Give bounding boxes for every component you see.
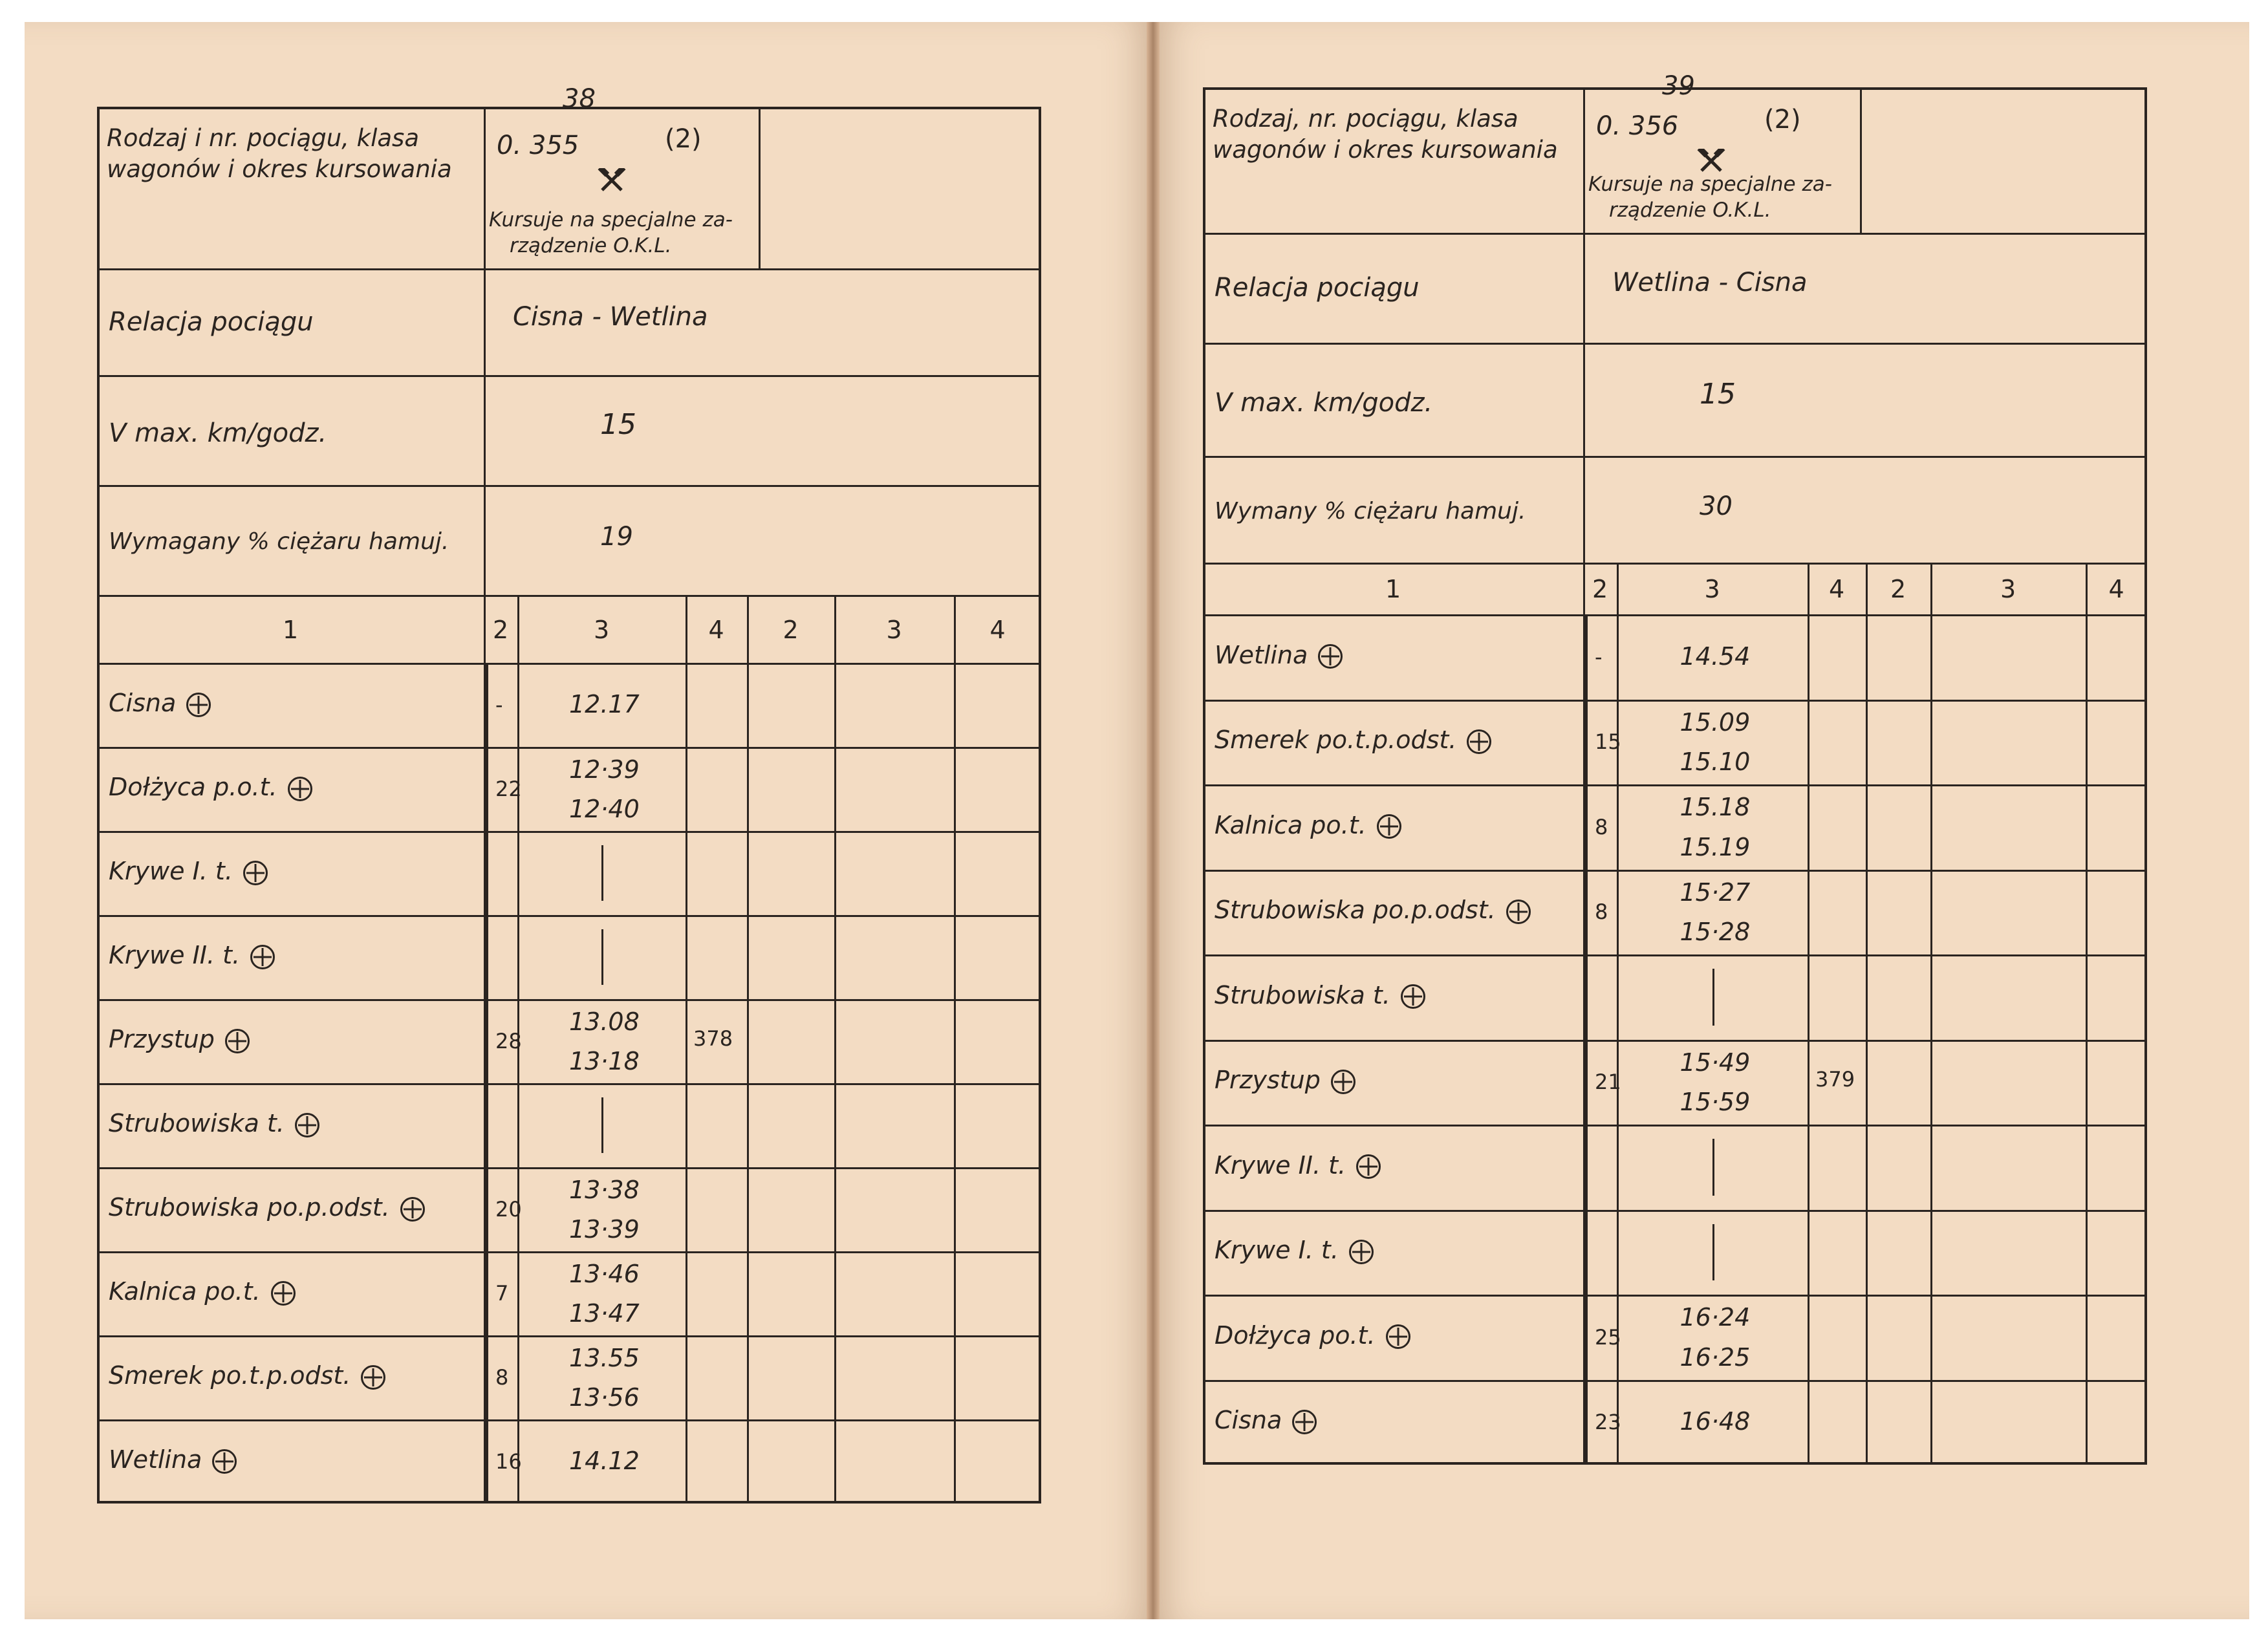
- distance-km: 20: [495, 1197, 522, 1222]
- row-line: [1203, 1295, 2147, 1297]
- arrival-time: 13.55: [569, 1344, 640, 1372]
- station-name: [1215, 1408, 1317, 1434]
- relation-label: Relacja pociągu: [1215, 273, 1420, 303]
- train-cell-divider: [759, 107, 761, 268]
- departure-time: 13·39: [569, 1215, 640, 1244]
- row-line: [97, 1251, 1041, 1253]
- crossed-hammers-icon: [1696, 149, 1726, 172]
- circled-cross-icon: [250, 945, 275, 969]
- row-line: [97, 1083, 1041, 1085]
- crossing-train-number: 378: [693, 1026, 733, 1051]
- distance-km: -: [495, 693, 503, 717]
- column-header: 3: [2000, 575, 2016, 603]
- row-line: [97, 375, 1041, 377]
- station-name: [109, 859, 268, 885]
- header-divider: [484, 107, 486, 595]
- time: 12.17: [569, 690, 640, 718]
- row-line: [1203, 700, 2147, 702]
- row-line: [97, 485, 1041, 487]
- row-line: [97, 831, 1041, 833]
- departure-time: 12·40: [569, 795, 640, 823]
- row-line: [97, 268, 1041, 270]
- circled-cross-icon: [295, 1113, 319, 1137]
- train-note-2: rządzenie O.K.L.: [510, 234, 672, 257]
- arrival-time: 15·49: [1679, 1048, 1751, 1077]
- station-label: Przystup: [1215, 1066, 1321, 1095]
- circled-cross-icon: [400, 1197, 425, 1222]
- pass-through-mark: [1712, 1224, 1714, 1281]
- departure-time: 15·59: [1679, 1088, 1751, 1117]
- station-name: [109, 943, 275, 969]
- station-name: [1215, 727, 1491, 754]
- column-line: [484, 595, 486, 663]
- departure-time: 15.10: [1679, 748, 1751, 777]
- row-line: [97, 999, 1041, 1001]
- distance-km: 7: [495, 1281, 509, 1306]
- station-name: [1215, 1320, 1410, 1350]
- column-header: 1: [283, 615, 299, 644]
- row-line: [1203, 614, 2147, 616]
- departure-time: 13·56: [569, 1383, 640, 1412]
- page-number: 39: [1662, 71, 1695, 101]
- row-line: [1203, 563, 2147, 565]
- relation-label: Relacja pociągu: [109, 307, 314, 337]
- arrival-time: 13·38: [569, 1176, 640, 1204]
- row-line: [1203, 870, 2147, 872]
- station-label: Dołżyca po.t.: [1215, 1320, 1376, 1350]
- row-line: [97, 1419, 1041, 1421]
- train-note-1: Kursuje na specjalne za-: [489, 208, 733, 232]
- train-class: (2): [1764, 105, 1801, 135]
- station-name: [1215, 1238, 1374, 1264]
- station-label: Krywe I. t.: [1215, 1236, 1339, 1265]
- pass-through-mark: [1712, 969, 1714, 1026]
- station-label: Strubowiska po.p.odst.: [109, 1193, 390, 1222]
- time: 14.12: [569, 1447, 640, 1475]
- row-line: [1203, 1040, 2147, 1042]
- departure-time: 13·47: [569, 1299, 640, 1328]
- column-header: 3: [886, 615, 902, 644]
- station-name: [109, 1447, 237, 1474]
- circled-cross-icon: [1386, 1324, 1410, 1349]
- book-gutter: [1147, 22, 1160, 1619]
- column-line: [2086, 563, 2088, 1465]
- departure-time: 15.19: [1679, 832, 1751, 861]
- train-type-label-1: Rodzaj i nr. pociągu, klasa: [107, 124, 420, 152]
- departure-time: 13·18: [569, 1047, 640, 1075]
- station-name: [109, 775, 312, 801]
- column-line: [747, 595, 749, 1503]
- circled-cross-icon: [1349, 1240, 1374, 1264]
- header-divider: [1583, 87, 1585, 563]
- station-label: Dołżyca p.o.t.: [109, 773, 277, 801]
- distance-km: 22: [495, 777, 522, 801]
- circled-cross-icon: [186, 693, 211, 717]
- column-line: [1930, 563, 1932, 1465]
- train-note-2: rządzenie O.K.L.: [1609, 199, 1771, 222]
- column-header: 1: [1385, 575, 1401, 603]
- row-line: [97, 747, 1041, 749]
- pass-through-mark: [1712, 1139, 1714, 1196]
- distance-km: 25: [1595, 1324, 1621, 1350]
- time: 14.54: [1679, 641, 1751, 671]
- column-line: [1866, 563, 1868, 1465]
- arrival-time: 15.09: [1679, 707, 1751, 737]
- distance-km: -: [1595, 644, 1603, 669]
- station-label: Przystup: [109, 1025, 215, 1053]
- brake-label: Wymagany % ciężaru hamuj.: [109, 528, 449, 555]
- station-name: [1215, 980, 1425, 1009]
- pass-through-mark: [601, 845, 603, 901]
- relation-value: Cisna - Wetlina: [513, 301, 708, 332]
- circled-cross-icon: [288, 777, 312, 801]
- station-name: [1215, 810, 1401, 839]
- circled-cross-icon: [1318, 644, 1343, 669]
- station-name: [109, 1195, 425, 1222]
- arrival-time: 13·46: [569, 1260, 640, 1288]
- train-note-1: Kursuje na specjalne za-: [1588, 173, 1832, 196]
- column-line: [1583, 563, 1585, 614]
- column-header: 4: [989, 615, 1006, 644]
- row-line: [97, 1335, 1041, 1337]
- row-line: [1203, 784, 2147, 786]
- station-label: Wetlina: [109, 1445, 202, 1474]
- distance-km: 8: [1595, 814, 1608, 839]
- train-type-label-1: Rodzaj, nr. pociągu, klasa: [1213, 105, 1518, 133]
- row-line: [97, 663, 1041, 665]
- distance-km: 8: [495, 1365, 509, 1390]
- column-header: 4: [708, 615, 724, 644]
- station-label: Kalnica po.t.: [1215, 810, 1366, 839]
- departure-time: 16·25: [1679, 1342, 1751, 1372]
- pass-through-mark: [601, 929, 603, 985]
- train-type-label-2: wagonów i okres kursowania: [107, 155, 452, 183]
- station-label: Krywe I. t.: [109, 857, 233, 885]
- circled-cross-icon: [243, 861, 268, 885]
- station-label: Kalnica po.t.: [109, 1277, 261, 1306]
- station-name: [109, 1027, 250, 1053]
- train-class: (2): [665, 124, 702, 154]
- circled-cross-icon: [361, 1365, 385, 1390]
- column-line: [1808, 563, 1809, 1465]
- station-label: Strubowiska t.: [109, 1109, 285, 1137]
- circled-cross-icon: [1356, 1154, 1381, 1179]
- station-label: Strubowiska po.p.odst.: [1215, 896, 1496, 925]
- train-number: 0. 355: [497, 131, 579, 160]
- brake-value: 30: [1700, 491, 1733, 521]
- row-line: [1203, 343, 2147, 345]
- distance-km: 28: [495, 1029, 522, 1053]
- station-label: Krywe II. t.: [109, 941, 241, 969]
- distance-km: 23: [1595, 1410, 1621, 1435]
- arrival-time: 16·24: [1679, 1303, 1751, 1331]
- circled-cross-icon: [271, 1281, 296, 1306]
- circled-cross-icon: [1377, 814, 1401, 839]
- station-label: Cisna: [109, 689, 177, 717]
- station-label: Strubowiska t.: [1215, 980, 1390, 1009]
- station-name: [109, 1279, 296, 1306]
- station-label: Smerek po.t.p.odst.: [109, 1361, 351, 1390]
- vmax-value: 15: [1700, 377, 1736, 411]
- pass-through-mark: [601, 1097, 603, 1153]
- circled-cross-icon: [225, 1029, 250, 1053]
- station-label: Krywe II. t.: [1215, 1150, 1346, 1180]
- column-header: 4: [2108, 575, 2124, 603]
- column-line: [686, 595, 687, 1503]
- station-name: [109, 1363, 385, 1390]
- row-line: [1203, 1125, 2147, 1126]
- row-line: [1203, 954, 2147, 956]
- train-number: 0. 356: [1596, 111, 1679, 141]
- distance-km: 8: [1595, 900, 1608, 925]
- column-header: 3: [594, 615, 610, 644]
- column-header: 3: [1704, 575, 1720, 603]
- brake-label: Wymany % ciężaru hamuj.: [1215, 497, 1526, 524]
- crossed-hammers-icon: [597, 168, 627, 191]
- departure-time: 15·28: [1679, 918, 1751, 947]
- distance-km: 21: [1595, 1070, 1621, 1095]
- circled-cross-icon: [1331, 1070, 1355, 1094]
- station-name: [1215, 1068, 1355, 1094]
- arrival-time: 12·39: [569, 755, 640, 784]
- vmax-label: V max. km/godz.: [109, 418, 327, 448]
- circled-cross-icon: [1292, 1410, 1317, 1434]
- vmax-value: 15: [600, 408, 636, 441]
- distance-km: 15: [1595, 729, 1621, 755]
- page-number: 38: [563, 84, 596, 114]
- station-label: Cisna: [1215, 1406, 1282, 1435]
- circled-cross-icon: [1467, 729, 1491, 754]
- column-line: [834, 595, 836, 1503]
- column-header: 2: [493, 615, 509, 644]
- station-label: Wetlina: [1215, 640, 1308, 669]
- circled-cross-icon: [1401, 984, 1425, 1009]
- station-name: [1215, 640, 1343, 669]
- arrival-time: 15.18: [1679, 793, 1751, 821]
- station-label: Smerek po.t.p.odst.: [1215, 726, 1457, 755]
- row-line: [1203, 1210, 2147, 1212]
- column-line: [954, 595, 956, 1503]
- row-line: [1203, 456, 2147, 458]
- column-header: 2: [783, 615, 799, 644]
- arrival-time: 15·27: [1679, 878, 1751, 907]
- arrival-time: 13.08: [569, 1008, 640, 1036]
- distance-km: 16: [495, 1449, 522, 1474]
- brake-value: 19: [600, 522, 633, 552]
- row-line: [97, 1167, 1041, 1169]
- train-type-label-2: wagonów i okres kursowania: [1213, 136, 1558, 164]
- time: 16·48: [1679, 1407, 1751, 1436]
- column-header: 4: [1829, 575, 1845, 603]
- vmax-label: V max. km/godz.: [1215, 387, 1433, 418]
- station-name: [1215, 1150, 1381, 1180]
- circled-cross-icon: [1506, 900, 1531, 924]
- column-header: 2: [1592, 575, 1608, 603]
- row-line: [1203, 233, 2147, 235]
- station-name: [109, 691, 211, 717]
- column-header: 2: [1890, 575, 1906, 603]
- row-line: [1203, 1380, 2147, 1382]
- row-line: [97, 595, 1041, 597]
- relation-value: Wetlina - Cisna: [1612, 268, 1808, 297]
- circled-cross-icon: [212, 1449, 237, 1474]
- crossing-train-number: 379: [1815, 1067, 1855, 1092]
- station-name: [1215, 898, 1531, 924]
- station-name: [109, 1111, 319, 1137]
- row-line: [97, 915, 1041, 917]
- train-cell-divider: [1860, 87, 1862, 233]
